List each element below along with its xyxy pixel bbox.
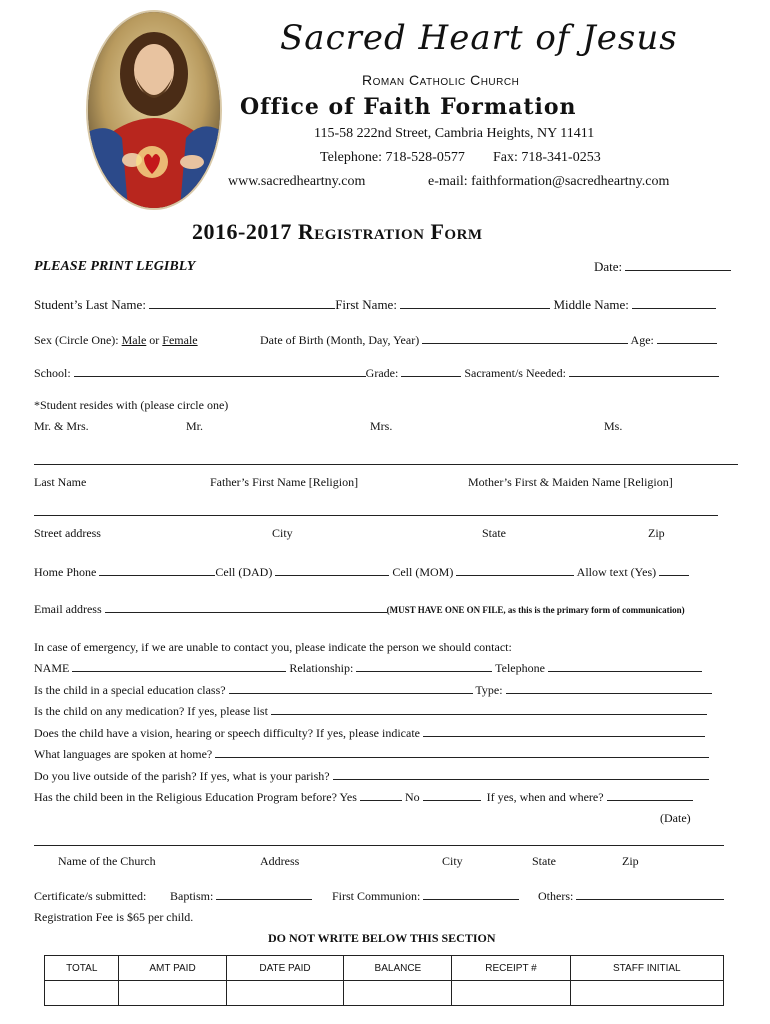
zip-label: Zip	[648, 526, 665, 540]
mother-name-label: Mother’s First & Maiden Name [Religion]	[468, 475, 673, 489]
dob-label: Date of Birth (Month, Day, Year)	[260, 333, 420, 347]
cell-mom-label: Cell (MOM)	[392, 565, 454, 579]
resides-label: *Student resides with (please circle one)	[34, 398, 229, 412]
sacrament-label: Sacrament/s Needed:	[464, 366, 566, 380]
medication-label: Is the child on any medication? If yes, please list	[34, 704, 268, 718]
date-label: Date:	[594, 259, 623, 274]
church-type: Roman Catholic Church	[362, 72, 520, 88]
parent-last-name-label: Last Name	[34, 475, 87, 489]
baptism-line[interactable]	[216, 889, 312, 900]
office-cell-date-paid[interactable]	[226, 981, 344, 1006]
church-email[interactable]: e-mail: faithformation@sacredheartny.com	[428, 174, 670, 189]
office-header-staff-initial: STAFF INITIAL	[570, 956, 723, 981]
grade-label: Grade:	[365, 366, 399, 380]
others-line[interactable]	[576, 889, 724, 900]
date-paren-label: (Date)	[660, 811, 691, 825]
sacrament-field[interactable]	[569, 366, 719, 377]
type-label: Type:	[475, 683, 503, 697]
office-header-receipt: RECEIPT #	[452, 956, 570, 981]
communion-line[interactable]	[423, 889, 519, 900]
office-cell-receipt[interactable]	[452, 981, 570, 1006]
home-phone-label: Home Phone	[34, 565, 97, 579]
print-legibly-note: PLEASE PRINT LEGIBLY	[34, 259, 196, 274]
office-title: Office of Faith Formation	[240, 94, 577, 120]
baptism-label: Baptism:	[170, 889, 214, 903]
church-zip-col-label: Zip	[622, 854, 639, 868]
dob-line[interactable]	[422, 333, 628, 344]
communion-label: First Communion:	[332, 889, 421, 903]
church-name: Sacred Heart of Jesus	[280, 18, 678, 58]
date-line[interactable]	[625, 260, 731, 271]
office-cell-staff-initial[interactable]	[570, 981, 723, 1006]
cell-mom-field[interactable]	[456, 565, 574, 576]
rel-ed-label: Has the child been in the Religious Education Program before? Yes	[34, 790, 357, 804]
school-label: School:	[34, 366, 71, 380]
office-use-table	[44, 955, 724, 1006]
church-telephone: Telephone: 718-528-0577	[320, 150, 465, 165]
date-field[interactable]	[594, 259, 731, 275]
last-name-label: Student’s Last Name:	[34, 297, 146, 312]
office-cell-total[interactable]	[45, 981, 119, 1006]
resides-option-mr-mrs[interactable]: Mr. & Mrs.	[34, 419, 89, 433]
email-note: (MUST HAVE ONE ON FILE, as this is the primary form of communication)	[386, 605, 685, 615]
cell-dad-label: Cell (DAD)	[215, 565, 273, 579]
allow-text-field[interactable]	[659, 565, 689, 576]
dob-field	[260, 333, 717, 348]
relationship-field[interactable]	[356, 661, 492, 672]
communion-field	[332, 889, 519, 904]
special-ed-row	[34, 683, 712, 698]
email-row	[34, 602, 685, 617]
emergency-telephone-field[interactable]	[548, 661, 702, 672]
church-website[interactable]: www.sacredheartny.com	[228, 174, 366, 189]
sex-female-option[interactable]: Female	[162, 333, 198, 347]
last-name-field[interactable]	[149, 298, 335, 309]
do-not-write-note: DO NOT WRITE BELOW THIS SECTION	[268, 931, 496, 945]
when-where-field[interactable]	[607, 790, 693, 801]
sex-label: Sex (Circle One):	[34, 333, 119, 347]
father-name-label: Father’s First Name [Religion]	[210, 475, 359, 489]
emergency-row	[34, 661, 702, 676]
street-address-label: Street address	[34, 526, 101, 540]
allow-text-label: Allow text (Yes)	[576, 565, 657, 579]
sacred-heart-image	[88, 12, 220, 208]
church-address-col-label: Address	[260, 854, 300, 868]
emergency-name-field[interactable]	[72, 661, 286, 672]
state-label: State	[482, 526, 506, 540]
church-city-col-label: City	[442, 854, 463, 868]
age-label: Age:	[630, 333, 654, 347]
church-fax: Fax: 718-341-0253	[493, 150, 601, 165]
parent-names-line[interactable]	[34, 464, 738, 465]
office-header-date-paid: DATE PAID	[226, 956, 344, 981]
relationship-label: Relationship:	[289, 661, 354, 675]
student-name-row	[34, 297, 716, 313]
office-header-balance: BALANCE	[344, 956, 452, 981]
rel-ed-no-field[interactable]	[423, 790, 481, 801]
rel-ed-row	[34, 790, 693, 805]
phones-row	[34, 565, 689, 580]
office-cell-amt-paid[interactable]	[119, 981, 226, 1006]
city-label: City	[272, 526, 293, 540]
emergency-name-label: NAME	[34, 661, 70, 675]
parish-row	[34, 769, 709, 784]
form-title: 2016-2017 Registration Form	[192, 219, 483, 244]
languages-field[interactable]	[215, 747, 709, 758]
grade-field[interactable]	[401, 366, 461, 377]
first-name-field[interactable]	[400, 298, 550, 309]
email-label: Email address	[34, 602, 102, 616]
others-field	[538, 889, 724, 904]
first-name-label: First Name:	[335, 297, 397, 312]
special-ed-label: Is the child in a special education class?	[34, 683, 226, 697]
baptism-field	[170, 889, 312, 904]
church-line[interactable]	[34, 845, 724, 846]
registration-fee-note: Registration Fee is $65 per child.	[34, 910, 194, 924]
vision-field[interactable]	[423, 726, 705, 737]
office-header-total: TOTAL	[45, 956, 119, 981]
school-row	[34, 366, 719, 381]
church-address: 115-58 222nd Street, Cambria Heights, NY 11411	[314, 126, 595, 141]
languages-row	[34, 747, 709, 762]
middle-name-field[interactable]	[632, 298, 716, 309]
medication-field[interactable]	[271, 704, 707, 715]
sex-male-option[interactable]: Male	[121, 333, 147, 347]
vision-row	[34, 726, 705, 741]
sex-or-text: or	[149, 333, 160, 347]
resides-option-mrs[interactable]: Mrs.	[370, 419, 393, 433]
vision-label: Does the child have a vision, hearing or speech difficulty? If yes, please indicate	[34, 726, 420, 740]
resides-option-mr[interactable]: Mr.	[186, 419, 204, 433]
home-phone-field[interactable]	[99, 565, 215, 576]
medication-row	[34, 704, 707, 719]
languages-label: What languages are spoken at home?	[34, 747, 213, 761]
address-line[interactable]	[34, 515, 718, 516]
parish-field[interactable]	[333, 769, 709, 780]
type-field[interactable]	[506, 683, 712, 694]
certificates-label: Certificate/s submitted:	[34, 889, 147, 903]
cell-dad-field[interactable]	[275, 565, 389, 576]
sex-field	[34, 333, 198, 348]
church-state-col-label: State	[532, 854, 556, 868]
office-cell-balance[interactable]	[344, 981, 452, 1006]
middle-name-label: Middle Name:	[553, 297, 629, 312]
others-label: Others:	[538, 889, 574, 903]
rel-ed-no-label: No	[404, 790, 420, 804]
rel-ed-yes-field[interactable]	[360, 790, 402, 801]
special-ed-field[interactable]	[229, 683, 473, 694]
parish-label: Do you live outside of the parish? If yes, what is your parish?	[34, 769, 330, 783]
emergency-telephone-label: Telephone	[495, 661, 545, 675]
school-field[interactable]	[74, 366, 366, 377]
church-name-col-label: Name of the Church	[58, 854, 156, 868]
when-where-label: If yes, when and where?	[486, 790, 604, 804]
emergency-intro: In case of emergency, if we are unable to contact you, please indicate the person we should contact:	[34, 640, 512, 654]
resides-option-ms[interactable]: Ms.	[604, 419, 623, 433]
email-field[interactable]	[105, 602, 387, 613]
office-header-amt-paid: AMT PAID	[119, 956, 226, 981]
age-line[interactable]	[657, 333, 717, 344]
